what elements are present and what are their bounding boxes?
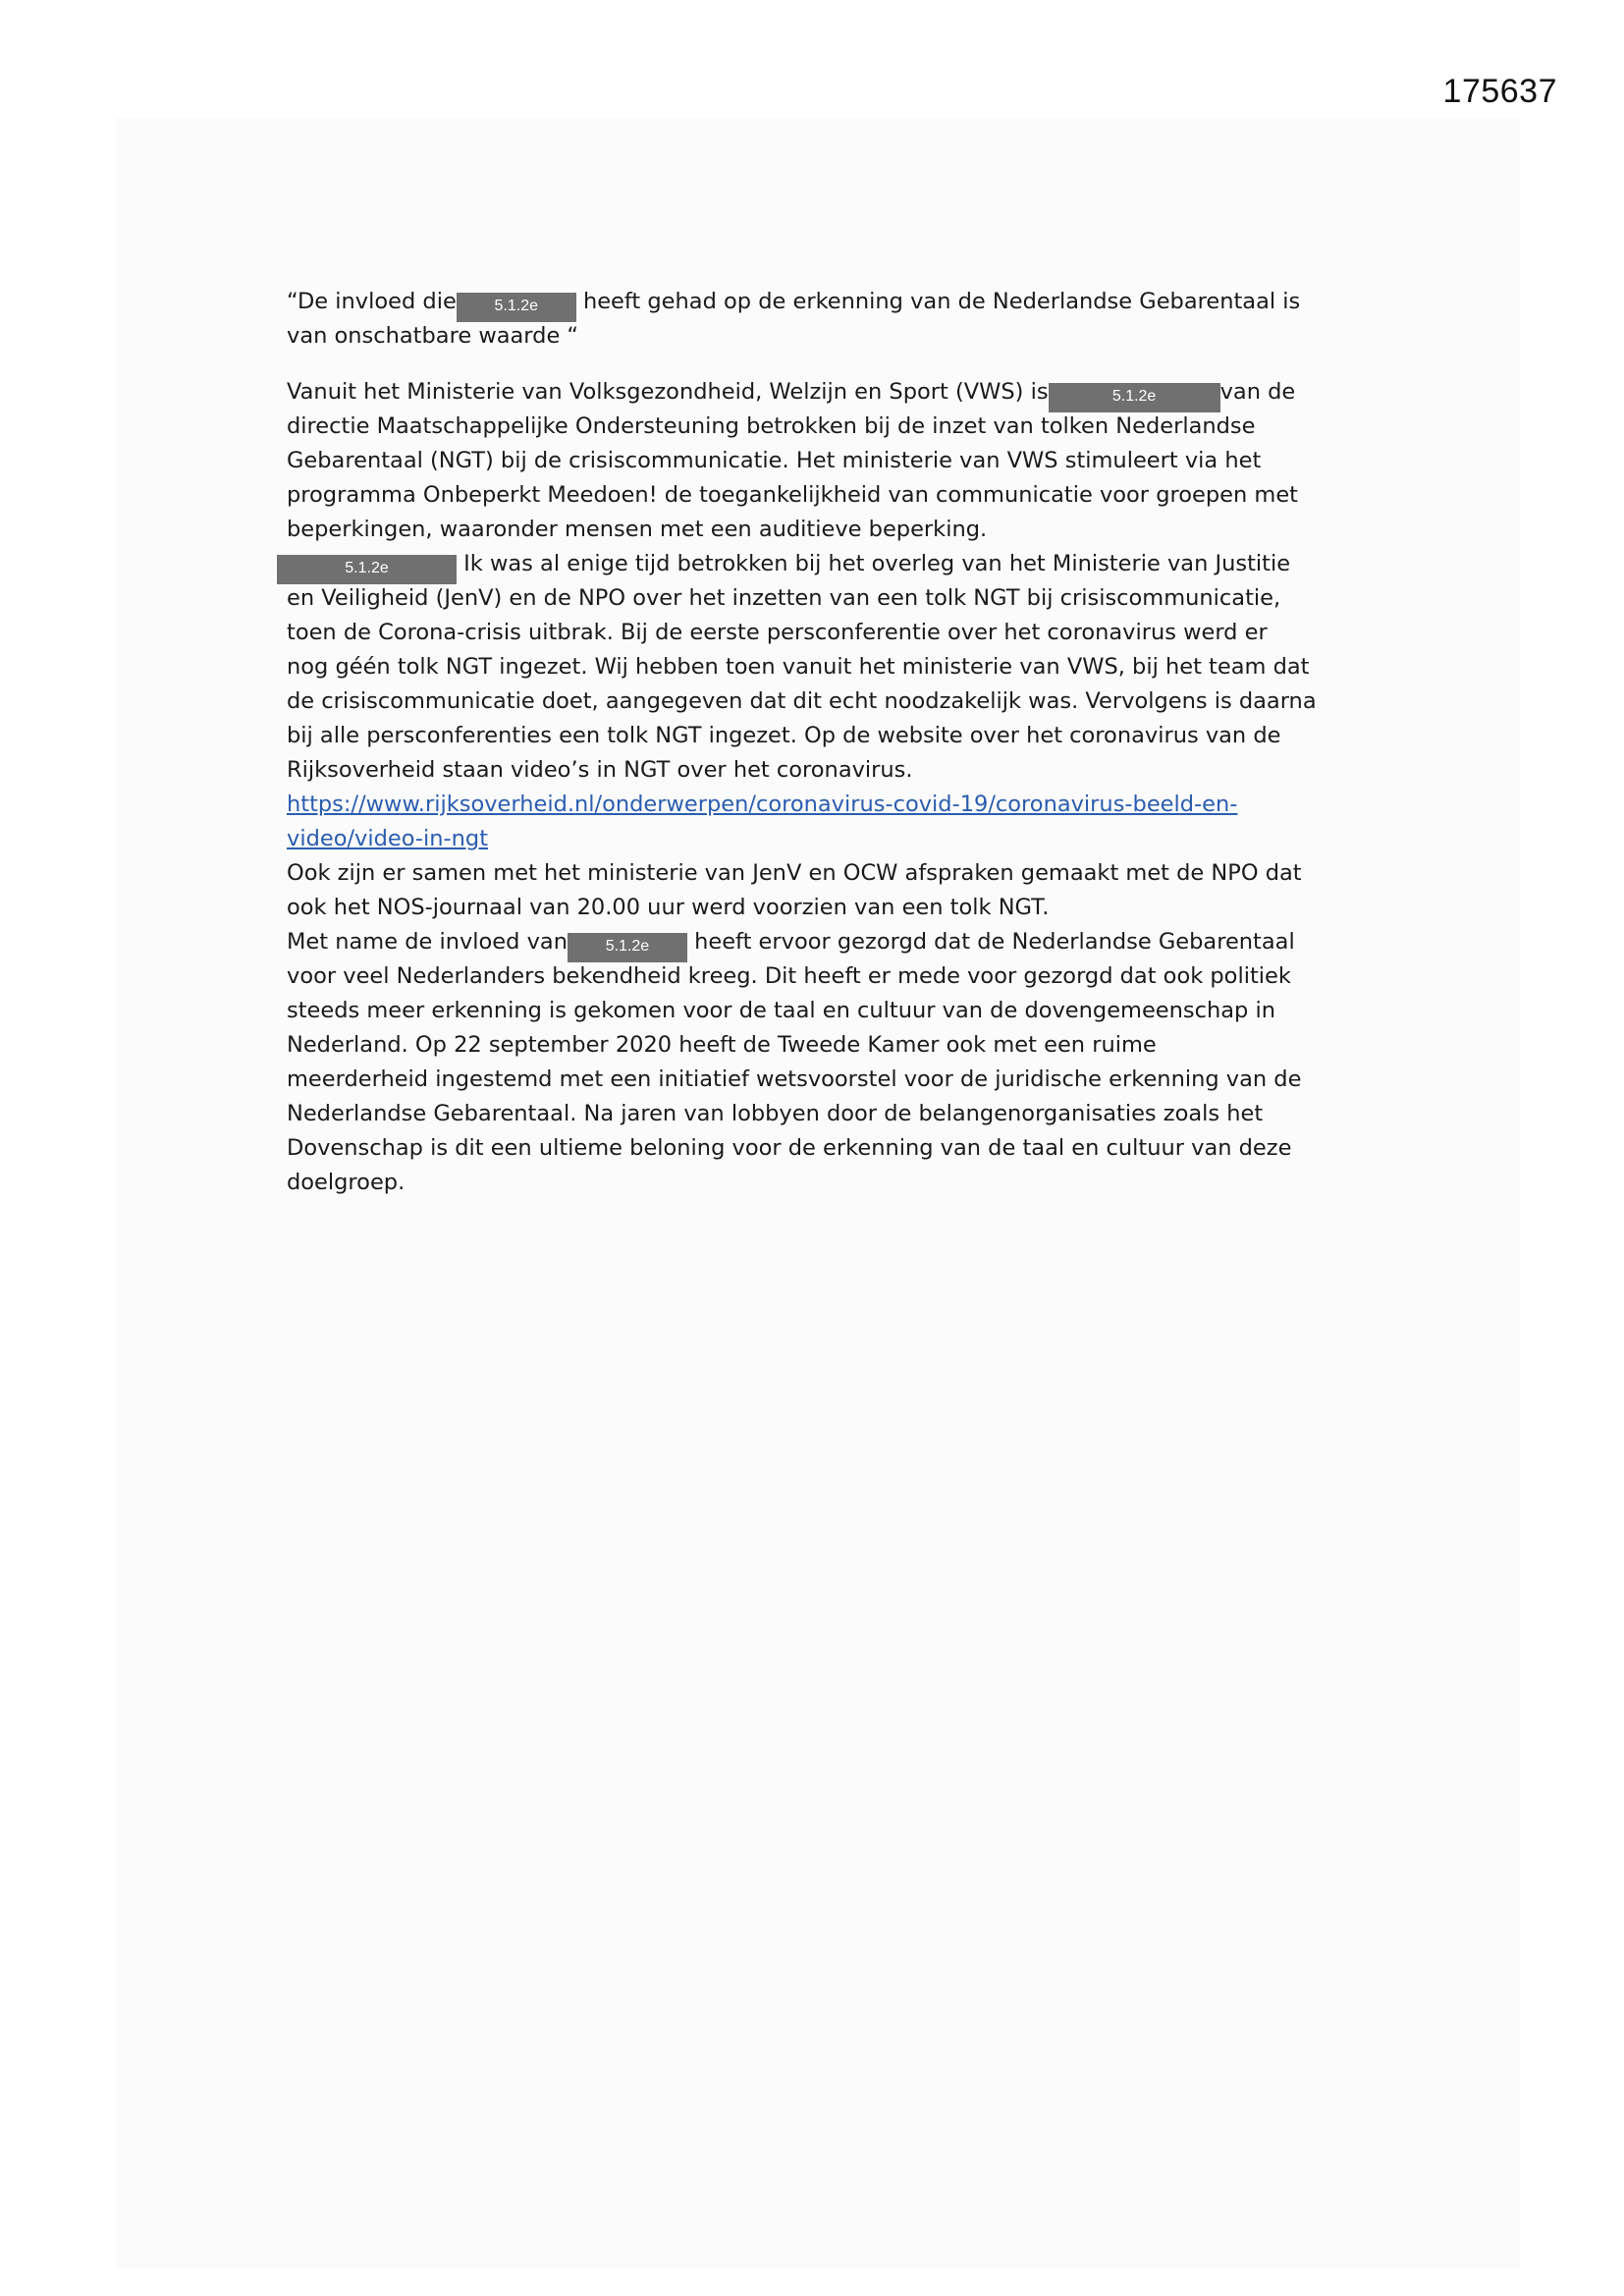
document-number: 175637: [1442, 73, 1557, 110]
body-text: Met name de invloed van: [287, 929, 568, 955]
redaction-box: 5.1.2e: [568, 933, 687, 962]
body-line: Gebarentaal (NGT) bij de crisiscommunicatie. Het ministerie van VWS stimuleert via het: [287, 448, 1262, 473]
body-text: Vanuit het Ministerie van Volksgezondheid, Welzijn en Sport (VWS) is: [287, 379, 1049, 405]
body-text: heeft ervoor gezorgd dat de Nederlandse Gebarentaal: [694, 929, 1295, 955]
body-line: meerderheid ingestemd met een initiatief wetsvoorstel voor de juridische erkenning van de: [287, 1066, 1302, 1092]
body-line: steeds meer erkenning is gekomen voor de taal en cultuur van de dovengemeenschap in: [287, 998, 1275, 1023]
body-line: programma Onbeperkt Meedoen! de toegankelijkheid van communicatie voor groepen met: [287, 482, 1298, 508]
rijksoverheid-link-part-2[interactable]: video/video-in-ngt: [287, 826, 489, 851]
body-line: bij alle persconferenties een tolk NGT ingezet. Op de website over het coronavirus van de: [287, 723, 1281, 748]
body-line: Ook zijn er samen met het ministerie van JenV en OCW afspraken gemaakt met de NPO dat: [287, 860, 1302, 886]
document-body: [287, 285, 1367, 1200]
link-line: [287, 788, 1367, 822]
redaction-box: 5.1.2e: [457, 293, 576, 322]
paragraph-spacer: [287, 354, 1367, 375]
body-line: en Veiligheid (JenV) en de NPO over het inzetten van een tolk NGT bij crisiscommunicatie,: [287, 585, 1281, 611]
body-line: de crisiscommunicatie doet, aangegeven dat dit echt noodzakelijk was. Vervolgens is daarna: [287, 688, 1317, 714]
quote-line-2: van onschatbare waarde “: [287, 323, 579, 349]
body-line: ook het NOS-journaal van 20.00 uur werd voorzien van een tolk NGT.: [287, 895, 1050, 920]
body-line: directie Maatschappelijke Ondersteuning betrokken bij de inzet van tolken Nederlandse: [287, 413, 1256, 439]
body-line: nog géén tolk NGT ingezet. Wij hebben toen vanuit het ministerie van VWS, bij het team dat: [287, 654, 1310, 680]
rijksoverheid-link-part-1[interactable]: https://www.rijksoverheid.nl/onderwerpen/coronavirus-covid-19/coronavirus-beeld-en-: [287, 792, 1238, 817]
body-text: Ik was al enige tijd betrokken bij het overleg van het Ministerie van Justitie: [463, 551, 1291, 576]
body-line: [287, 375, 1367, 410]
body-line: Nederland. Op 22 september 2020 heeft de Tweede Kamer ook met een ruime: [287, 1032, 1157, 1058]
body-text: van de: [1219, 379, 1296, 405]
body-line: toen de Corona-crisis uitbrak. Bij de eerste persconferentie over het coronavirus werd er: [287, 620, 1268, 645]
body-line: [287, 925, 1367, 959]
redaction-box: 5.1.2e: [1049, 383, 1220, 412]
body-line: beperkingen, waaronder mensen met een auditieve beperking.: [287, 517, 988, 542]
body-line: voor veel Nederlanders bekendheid kreeg. Dit heeft er mede voor gezorgd dat ook politiek: [287, 963, 1291, 989]
body-line: [287, 547, 1367, 581]
body-line: Rijksoverheid staan video’s in NGT over het coronavirus.: [287, 757, 913, 783]
redaction-box: 5.1.2e: [277, 555, 457, 584]
body-line: Dovenschap is dit een ultieme beloning voor de erkenning van de taal en cultuur van deze: [287, 1135, 1292, 1161]
quote-text: “De invloed die: [287, 289, 457, 314]
link-line: [287, 822, 1367, 856]
body-line: Nederlandse Gebarentaal. Na jaren van lobbyen door de belangenorganisaties zoals het: [287, 1101, 1264, 1126]
body-line: doelgroep.: [287, 1170, 406, 1195]
quote-text: heeft gehad op de erkenning van de Nederlandse Gebarentaal is: [582, 289, 1301, 314]
quote-line-1: [287, 285, 1367, 319]
